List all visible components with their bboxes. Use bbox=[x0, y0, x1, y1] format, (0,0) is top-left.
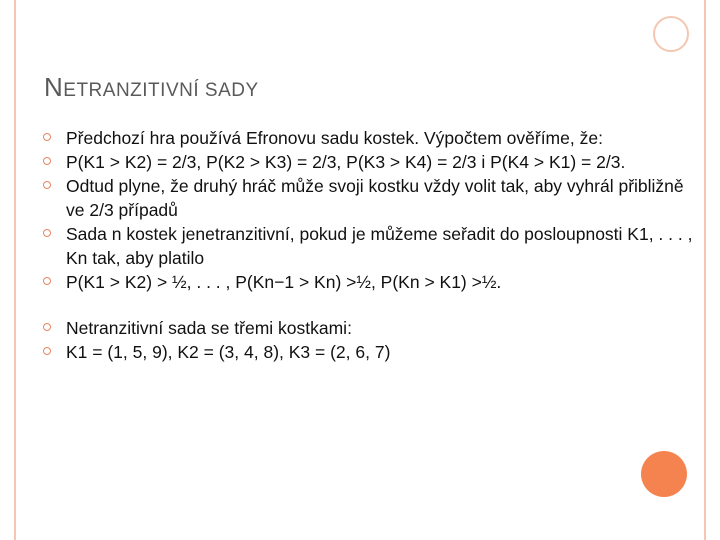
list-item bbox=[40, 222, 700, 270]
list-item-text: K1 = (1, 5, 9), K2 = (3, 4, 8), K3 = (2, 6, 7) bbox=[66, 342, 391, 362]
list-item bbox=[40, 150, 700, 174]
bullet-circle-icon bbox=[43, 229, 51, 237]
bullet-circle-icon bbox=[43, 347, 51, 355]
list-item-text: P(K1 > K2) > ½, . . . , P(Kn−1 > Kn) >½, P(Kn > K1) >½. bbox=[66, 272, 502, 292]
title-first-letter: N bbox=[44, 72, 64, 102]
list-item-text: Odtud plyne, že druhý hráč může svoji kostku vždy volit tak, aby vyhrál přibližně ve 2/3 případů bbox=[66, 176, 684, 220]
list-item-text: Předchozí hra používá Efronovu sadu kostek. Výpočtem ověříme, že: bbox=[66, 128, 603, 148]
bullet-circle-icon bbox=[43, 133, 51, 141]
bullet-list bbox=[40, 126, 700, 364]
bullet-circle-icon bbox=[43, 157, 51, 165]
slide-title bbox=[44, 72, 259, 103]
list-item-text: Sada n kostek jenetranzitivní, pokud je můžeme seřadit do posloupnosti K1, . . . , Kn tak, aby platilo bbox=[66, 224, 693, 268]
bullet-circle-icon bbox=[43, 323, 51, 331]
list-item-text: Netranzitivní sada se třemi kostkami: bbox=[66, 318, 352, 338]
corner-ring-decoration bbox=[653, 16, 689, 52]
list-spacer bbox=[40, 294, 700, 316]
list-item bbox=[40, 126, 700, 150]
bullet-circle-icon bbox=[43, 181, 51, 189]
bullet-circle-icon bbox=[43, 277, 51, 285]
list-item bbox=[40, 174, 700, 222]
list-item bbox=[40, 270, 700, 294]
list-item bbox=[40, 316, 700, 340]
list-item-text: P(K1 > K2) = 2/3, P(K2 > K3) = 2/3, P(K3 > K4) = 2/3 i P(K4 > K1) = 2/3. bbox=[66, 152, 626, 172]
accent-circle-decoration bbox=[641, 451, 687, 497]
list-item bbox=[40, 340, 700, 364]
title-rest: ETRANZITIVNÍ SADY bbox=[63, 80, 259, 101]
